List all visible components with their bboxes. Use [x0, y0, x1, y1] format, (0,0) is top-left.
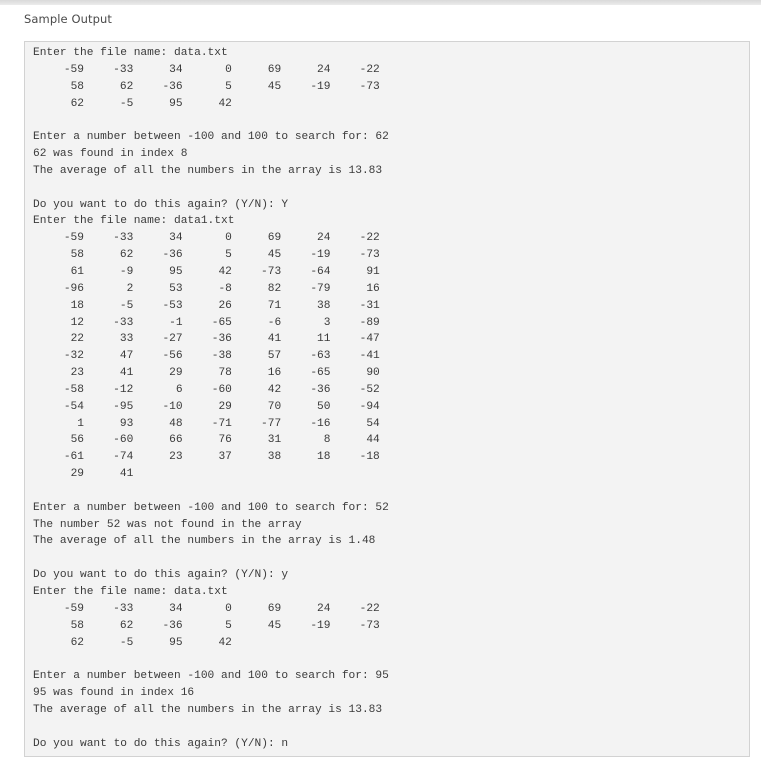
array-value: 33: [119, 333, 134, 346]
array-value: -38: [211, 350, 232, 363]
array-value: -6: [267, 316, 282, 329]
top-divider: [0, 0, 761, 5]
array-row: [33, 79, 749, 96]
array-row: [33, 601, 749, 618]
array-row: [33, 298, 749, 315]
array-value: 37: [218, 451, 232, 464]
array-value: -53: [162, 299, 183, 312]
array-value: 69: [267, 63, 282, 76]
console-line: Enter the file name: data.txt: [33, 47, 228, 59]
array-value: 6: [175, 383, 183, 396]
array-value: -22: [359, 232, 380, 245]
array-value: -59: [63, 63, 84, 76]
console-line: Do you want to do this again? (Y/N): y: [33, 569, 289, 582]
array-value: -41: [359, 350, 380, 363]
array-value: -74: [113, 451, 134, 464]
array-value: -22: [359, 602, 380, 615]
blank-line: [33, 550, 749, 567]
array-value: -63: [310, 350, 331, 363]
array-value: -1: [169, 316, 183, 329]
array-value: 0: [225, 602, 232, 615]
array-value: -36: [211, 333, 232, 346]
array-row: [33, 618, 749, 635]
console-line: The average of all the numbers in the array is 1.48: [33, 535, 376, 548]
console-line: Do you want to do this again? (Y/N): n: [33, 737, 289, 750]
array-value: 66: [169, 434, 183, 447]
array-row: [33, 416, 749, 433]
array-value: -31: [359, 299, 380, 312]
array-value: 23: [169, 451, 183, 464]
array-value: 22: [70, 333, 84, 346]
array-value: 50: [317, 400, 331, 413]
array-value: 29: [70, 468, 84, 481]
array-value: -89: [359, 316, 380, 329]
array-value: 45: [267, 80, 282, 93]
array-value: -22: [359, 63, 380, 76]
array-value: 29: [169, 367, 183, 380]
array-value: 44: [366, 434, 380, 447]
console-line: Enter a number between -100 and 100 to search for: 62: [33, 131, 389, 144]
array-value: 70: [267, 400, 282, 413]
array-value: 38: [267, 451, 282, 464]
array-value: -77: [261, 417, 282, 430]
array-value: -73: [359, 249, 380, 262]
console-output-box: [24, 41, 750, 757]
array-value: -33: [113, 316, 134, 329]
console-line: Enter a number between -100 and 100 to search for: 95: [33, 670, 389, 683]
array-value: 24: [317, 232, 331, 245]
array-value: 24: [317, 63, 331, 76]
array-value: 95: [169, 265, 183, 278]
array-value: -95: [113, 400, 134, 413]
array-value: 0: [225, 63, 232, 76]
array-row: [33, 230, 749, 247]
array-value: -18: [359, 451, 380, 464]
array-value: 45: [267, 619, 282, 632]
array-value: -33: [113, 232, 134, 245]
array-value: 62: [119, 619, 134, 632]
array-value: 34: [169, 602, 183, 615]
array-row: [33, 62, 749, 79]
section-heading: Sample Output: [24, 12, 113, 26]
array-value: 42: [267, 383, 282, 396]
blank-line: [33, 719, 749, 736]
array-value: 62: [119, 80, 134, 93]
array-value: 42: [218, 265, 232, 278]
array-value: 5: [225, 619, 232, 632]
console-line: Enter the file name: data1.txt: [33, 215, 235, 228]
array-value: -71: [211, 417, 232, 430]
array-value: 18: [317, 451, 331, 464]
array-value: -5: [119, 636, 134, 649]
array-row: [33, 247, 749, 264]
array-value: 53: [169, 282, 183, 295]
array-value: 62: [70, 636, 84, 649]
array-value: 2: [126, 282, 134, 295]
array-value: 34: [169, 63, 183, 76]
array-value: 82: [267, 282, 282, 295]
console-line: 62 was found in index 8: [33, 148, 188, 161]
array-value: -19: [310, 80, 331, 93]
array-value: -9: [119, 265, 134, 278]
array-value: 31: [267, 434, 282, 447]
array-value: 1: [77, 417, 84, 430]
array-value: 8: [323, 434, 331, 447]
array-value: 24: [317, 602, 331, 615]
array-value: 90: [366, 367, 380, 380]
array-value: -73: [261, 265, 282, 278]
array-value: 34: [169, 232, 183, 245]
array-value: 69: [267, 232, 282, 245]
array-value: -94: [359, 400, 380, 413]
array-row: [33, 382, 749, 399]
array-value: -32: [63, 350, 84, 363]
array-value: 18: [70, 299, 84, 312]
array-value: -65: [310, 367, 331, 380]
array-value: 91: [366, 265, 380, 278]
array-value: 62: [119, 249, 134, 262]
array-value: 45: [267, 249, 282, 262]
array-row: [33, 315, 749, 332]
array-value: -27: [162, 333, 183, 346]
array-value: 93: [119, 417, 134, 430]
console-line: Enter the file name: data.txt: [33, 586, 228, 598]
array-value: -33: [113, 63, 134, 76]
array-value: 58: [70, 249, 84, 262]
array-value: -60: [211, 383, 232, 396]
array-value: -58: [63, 383, 84, 396]
array-value: -36: [162, 249, 183, 262]
array-value: 71: [267, 299, 282, 312]
array-row: [33, 264, 749, 281]
array-value: 38: [317, 299, 331, 312]
console-line: The number 52 was not found in the array: [33, 518, 302, 531]
array-value: -5: [119, 97, 134, 110]
array-row: [33, 399, 749, 416]
console-line: Do you want to do this again? (Y/N): Y: [33, 198, 289, 211]
array-value: -8: [218, 282, 232, 295]
array-value: 29: [218, 400, 232, 413]
array-value: -52: [359, 383, 380, 396]
array-value: -59: [63, 602, 84, 615]
array-value: 58: [70, 619, 84, 632]
array-row: [33, 466, 749, 483]
blank-line: [33, 651, 749, 668]
blank-line: [33, 483, 749, 500]
console-line: The average of all the numbers in the array is 13.83: [33, 703, 383, 716]
array-value: 11: [317, 333, 331, 346]
array-value: 61: [70, 265, 84, 278]
array-value: 48: [169, 417, 183, 430]
array-value: 16: [366, 282, 380, 295]
blank-line: [33, 180, 749, 197]
array-row: [33, 281, 749, 298]
array-value: -33: [113, 602, 134, 615]
array-value: 42: [218, 97, 232, 110]
array-value: -12: [113, 383, 134, 396]
array-value: 0: [225, 232, 232, 245]
array-value: -36: [162, 80, 183, 93]
array-value: 26: [218, 299, 232, 312]
array-row: [33, 331, 749, 348]
array-value: 69: [267, 602, 282, 615]
array-value: 62: [70, 97, 84, 110]
array-value: -54: [63, 400, 84, 413]
array-value: 76: [218, 434, 232, 447]
console-line: 95 was found in index 16: [33, 687, 195, 700]
array-value: 57: [267, 350, 282, 363]
array-value: -59: [63, 232, 84, 245]
array-value: -36: [162, 619, 183, 632]
array-value: -16: [310, 417, 331, 430]
array-value: 16: [267, 367, 282, 380]
array-value: -36: [310, 383, 331, 396]
blank-line: [33, 112, 749, 129]
array-value: 5: [225, 80, 232, 93]
array-value: -10: [162, 400, 183, 413]
array-value: 12: [70, 316, 84, 329]
array-row: [33, 432, 749, 449]
array-value: -73: [359, 619, 380, 632]
array-value: 41: [119, 367, 134, 380]
array-value: -60: [113, 434, 134, 447]
console-line: The average of all the numbers in the array is 13.83: [33, 164, 383, 177]
array-value: 47: [119, 350, 134, 363]
array-value: -79: [310, 282, 331, 295]
array-value: 5: [225, 249, 232, 262]
array-value: 95: [169, 636, 183, 649]
console-line: Enter a number between -100 and 100 to search for: 52: [33, 501, 389, 514]
array-value: 23: [70, 367, 84, 380]
array-value: 58: [70, 80, 84, 93]
array-row: [33, 635, 749, 652]
array-value: -19: [310, 619, 331, 632]
array-row: [33, 348, 749, 365]
array-row: [33, 365, 749, 382]
array-value: -61: [63, 451, 84, 464]
array-value: -65: [211, 316, 232, 329]
array-value: 56: [70, 434, 84, 447]
array-value: -73: [359, 80, 380, 93]
array-value: 41: [119, 468, 134, 481]
array-value: -64: [310, 265, 331, 278]
array-value: -47: [359, 333, 380, 346]
array-value: 54: [366, 417, 380, 430]
array-value: 3: [323, 316, 331, 329]
array-row: [33, 96, 749, 113]
array-value: 78: [218, 367, 232, 380]
array-value: 95: [169, 97, 183, 110]
array-value: -5: [119, 299, 134, 312]
array-value: -56: [162, 350, 183, 363]
array-value: 41: [267, 333, 282, 346]
array-value: -19: [310, 249, 331, 262]
array-value: -96: [63, 282, 84, 295]
array-value: 42: [218, 636, 232, 649]
array-row: [33, 449, 749, 466]
